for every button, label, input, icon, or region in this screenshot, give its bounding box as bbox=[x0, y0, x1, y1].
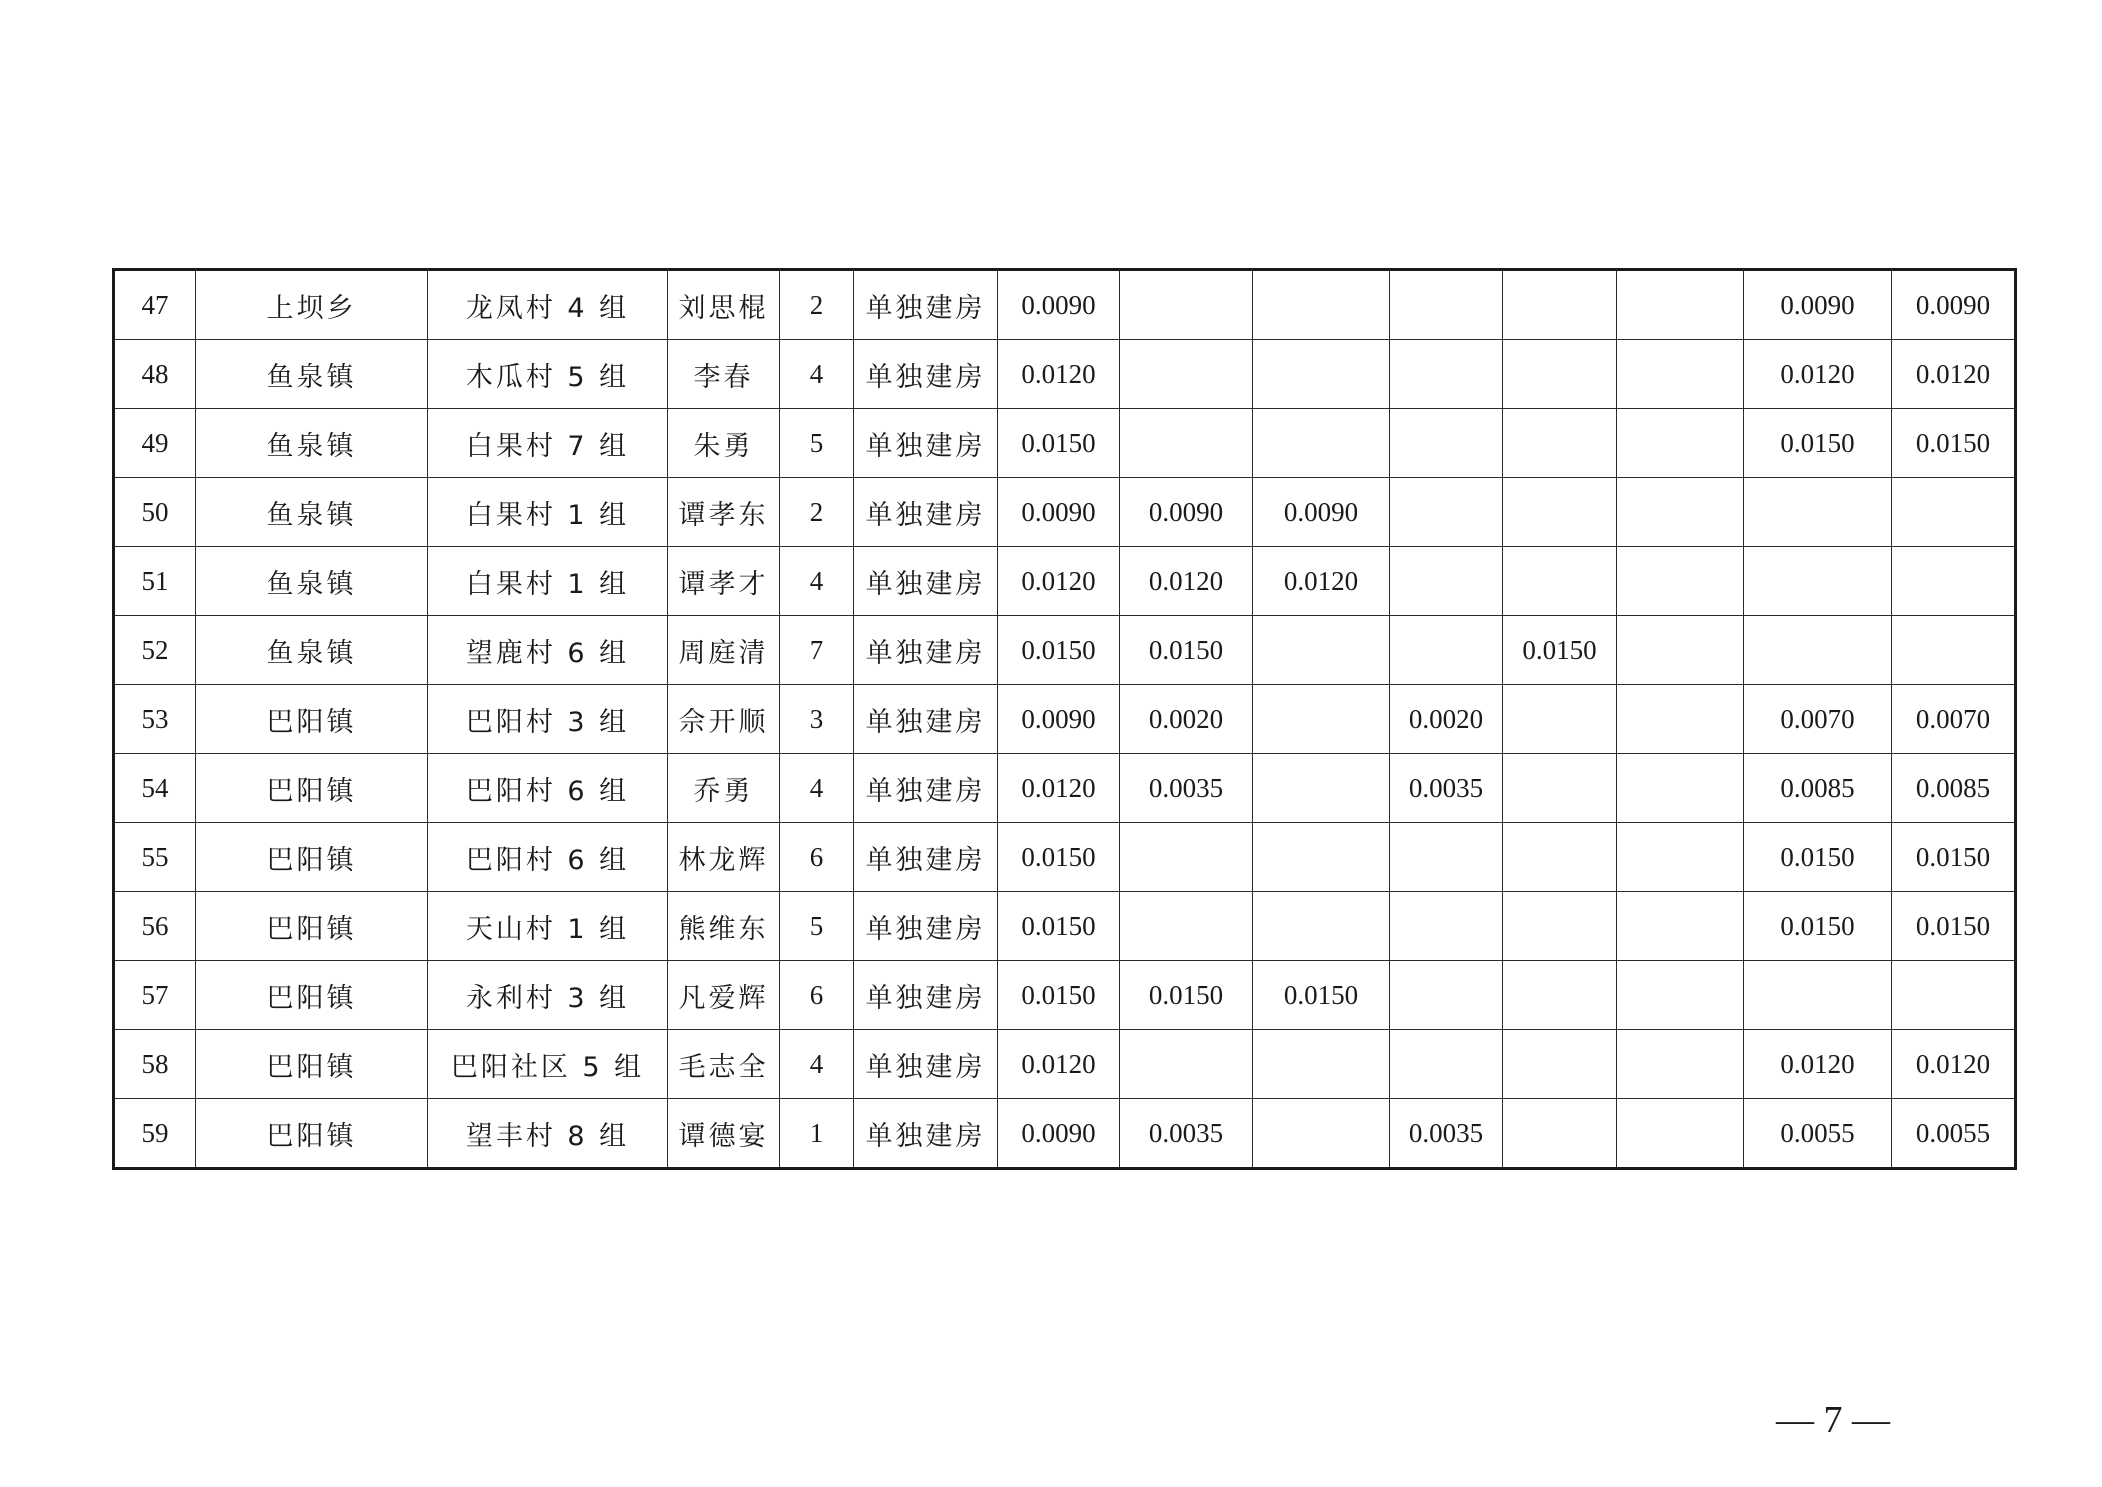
cell-value-5 bbox=[1503, 478, 1617, 547]
cell-village: 巴阳村 3 组 bbox=[428, 685, 668, 754]
cell-type: 单独建房 bbox=[854, 270, 998, 340]
table-row bbox=[114, 1030, 2016, 1099]
cell-value-1: 0.0090 bbox=[998, 685, 1120, 754]
cell-value-2: 0.0035 bbox=[1120, 1099, 1253, 1169]
cell-town: 鱼泉镇 bbox=[196, 340, 428, 409]
cell-value-7 bbox=[1744, 478, 1892, 547]
cell-type: 单独建房 bbox=[854, 409, 998, 478]
cell-value-3: 0.0120 bbox=[1253, 547, 1390, 616]
cell-no: 48 bbox=[114, 340, 196, 409]
cell-value-8: 0.0070 bbox=[1892, 685, 2016, 754]
cell-name: 熊维东 bbox=[668, 892, 780, 961]
table-row bbox=[114, 340, 2016, 409]
cell-value-4 bbox=[1390, 823, 1503, 892]
cell-value-6 bbox=[1617, 478, 1744, 547]
cell-value-1: 0.0150 bbox=[998, 961, 1120, 1030]
cell-value-6 bbox=[1617, 892, 1744, 961]
cell-town: 巴阳镇 bbox=[196, 961, 428, 1030]
cell-value-5 bbox=[1503, 892, 1617, 961]
cell-value-4: 0.0035 bbox=[1390, 754, 1503, 823]
cell-value-2: 0.0090 bbox=[1120, 478, 1253, 547]
cell-no: 58 bbox=[114, 1030, 196, 1099]
cell-no: 54 bbox=[114, 754, 196, 823]
cell-value-3 bbox=[1253, 1099, 1390, 1169]
table-row bbox=[114, 270, 2016, 340]
cell-value-1: 0.0090 bbox=[998, 478, 1120, 547]
cell-value-2 bbox=[1120, 1030, 1253, 1099]
cell-value-8: 0.0150 bbox=[1892, 892, 2016, 961]
table-body bbox=[114, 270, 2016, 1169]
cell-name: 谭孝才 bbox=[668, 547, 780, 616]
cell-value-1: 0.0120 bbox=[998, 1030, 1120, 1099]
cell-value-7 bbox=[1744, 547, 1892, 616]
cell-value-4 bbox=[1390, 892, 1503, 961]
table-row bbox=[114, 616, 2016, 685]
cell-no: 53 bbox=[114, 685, 196, 754]
cell-value-5: 0.0150 bbox=[1503, 616, 1617, 685]
cell-value-8: 0.0150 bbox=[1892, 409, 2016, 478]
cell-name: 谭德宴 bbox=[668, 1099, 780, 1169]
cell-value-5 bbox=[1503, 409, 1617, 478]
cell-people: 4 bbox=[780, 754, 854, 823]
cell-value-6 bbox=[1617, 340, 1744, 409]
cell-name: 毛志全 bbox=[668, 1030, 780, 1099]
cell-type: 单独建房 bbox=[854, 1030, 998, 1099]
table-row bbox=[114, 961, 2016, 1030]
cell-town: 巴阳镇 bbox=[196, 754, 428, 823]
cell-no: 59 bbox=[114, 1099, 196, 1169]
cell-value-3 bbox=[1253, 892, 1390, 961]
cell-value-2: 0.0150 bbox=[1120, 616, 1253, 685]
cell-village: 白果村 7 组 bbox=[428, 409, 668, 478]
cell-value-5 bbox=[1503, 685, 1617, 754]
cell-village: 望丰村 8 组 bbox=[428, 1099, 668, 1169]
cell-value-1: 0.0150 bbox=[998, 892, 1120, 961]
cell-value-3: 0.0150 bbox=[1253, 961, 1390, 1030]
cell-town: 鱼泉镇 bbox=[196, 409, 428, 478]
cell-value-5 bbox=[1503, 1099, 1617, 1169]
cell-name: 凡爱辉 bbox=[668, 961, 780, 1030]
cell-name: 佘开顺 bbox=[668, 685, 780, 754]
table-row bbox=[114, 754, 2016, 823]
cell-no: 50 bbox=[114, 478, 196, 547]
cell-town: 上坝乡 bbox=[196, 270, 428, 340]
cell-value-7 bbox=[1744, 616, 1892, 685]
cell-people: 2 bbox=[780, 478, 854, 547]
cell-value-6 bbox=[1617, 961, 1744, 1030]
data-table bbox=[112, 268, 2017, 1170]
cell-value-7: 0.0120 bbox=[1744, 340, 1892, 409]
cell-town: 鱼泉镇 bbox=[196, 616, 428, 685]
cell-value-3 bbox=[1253, 409, 1390, 478]
cell-value-4 bbox=[1390, 961, 1503, 1030]
cell-village: 巴阳社区 5 组 bbox=[428, 1030, 668, 1099]
cell-type: 单独建房 bbox=[854, 754, 998, 823]
table-row bbox=[114, 1099, 2016, 1169]
cell-name: 林龙辉 bbox=[668, 823, 780, 892]
cell-village: 白果村 1 组 bbox=[428, 547, 668, 616]
cell-value-5 bbox=[1503, 1030, 1617, 1099]
cell-people: 6 bbox=[780, 961, 854, 1030]
cell-value-8 bbox=[1892, 616, 2016, 685]
cell-value-4 bbox=[1390, 547, 1503, 616]
cell-value-6 bbox=[1617, 754, 1744, 823]
cell-village: 巴阳村 6 组 bbox=[428, 823, 668, 892]
cell-value-8: 0.0120 bbox=[1892, 340, 2016, 409]
cell-no: 55 bbox=[114, 823, 196, 892]
table-row bbox=[114, 478, 2016, 547]
cell-value-3 bbox=[1253, 823, 1390, 892]
cell-people: 5 bbox=[780, 409, 854, 478]
cell-people: 2 bbox=[780, 270, 854, 340]
cell-value-5 bbox=[1503, 270, 1617, 340]
cell-no: 52 bbox=[114, 616, 196, 685]
cell-village: 天山村 1 组 bbox=[428, 892, 668, 961]
cell-value-7: 0.0120 bbox=[1744, 1030, 1892, 1099]
cell-value-6 bbox=[1617, 1030, 1744, 1099]
cell-value-1: 0.0150 bbox=[998, 823, 1120, 892]
cell-town: 巴阳镇 bbox=[196, 1099, 428, 1169]
cell-name: 周庭清 bbox=[668, 616, 780, 685]
cell-no: 51 bbox=[114, 547, 196, 616]
cell-people: 1 bbox=[780, 1099, 854, 1169]
cell-value-4 bbox=[1390, 270, 1503, 340]
cell-value-2 bbox=[1120, 340, 1253, 409]
cell-value-4 bbox=[1390, 409, 1503, 478]
cell-name: 朱勇 bbox=[668, 409, 780, 478]
cell-value-7: 0.0070 bbox=[1744, 685, 1892, 754]
table-row bbox=[114, 409, 2016, 478]
cell-type: 单独建房 bbox=[854, 340, 998, 409]
table-row bbox=[114, 823, 2016, 892]
cell-value-8: 0.0085 bbox=[1892, 754, 2016, 823]
cell-value-6 bbox=[1617, 1099, 1744, 1169]
cell-value-7: 0.0150 bbox=[1744, 409, 1892, 478]
cell-type: 单独建房 bbox=[854, 823, 998, 892]
cell-no: 49 bbox=[114, 409, 196, 478]
cell-value-2: 0.0120 bbox=[1120, 547, 1253, 616]
cell-value-1: 0.0120 bbox=[998, 340, 1120, 409]
cell-value-3 bbox=[1253, 685, 1390, 754]
cell-value-1: 0.0150 bbox=[998, 409, 1120, 478]
cell-people: 6 bbox=[780, 823, 854, 892]
cell-value-6 bbox=[1617, 547, 1744, 616]
cell-people: 3 bbox=[780, 685, 854, 754]
cell-value-8 bbox=[1892, 478, 2016, 547]
cell-value-5 bbox=[1503, 961, 1617, 1030]
cell-value-6 bbox=[1617, 823, 1744, 892]
cell-no: 47 bbox=[114, 270, 196, 340]
cell-value-8: 0.0120 bbox=[1892, 1030, 2016, 1099]
cell-value-5 bbox=[1503, 823, 1617, 892]
cell-name: 乔勇 bbox=[668, 754, 780, 823]
cell-type: 单独建房 bbox=[854, 616, 998, 685]
cell-village: 望鹿村 6 组 bbox=[428, 616, 668, 685]
cell-value-6 bbox=[1617, 685, 1744, 754]
cell-village: 巴阳村 6 组 bbox=[428, 754, 668, 823]
cell-type: 单独建房 bbox=[854, 892, 998, 961]
page-number: — 7 — bbox=[1776, 1399, 1890, 1441]
cell-no: 56 bbox=[114, 892, 196, 961]
cell-town: 巴阳镇 bbox=[196, 823, 428, 892]
cell-people: 4 bbox=[780, 340, 854, 409]
cell-value-4: 0.0035 bbox=[1390, 1099, 1503, 1169]
cell-value-1: 0.0150 bbox=[998, 616, 1120, 685]
cell-type: 单独建房 bbox=[854, 478, 998, 547]
cell-type: 单独建房 bbox=[854, 685, 998, 754]
cell-value-8: 0.0150 bbox=[1892, 823, 2016, 892]
cell-town: 巴阳镇 bbox=[196, 685, 428, 754]
cell-type: 单独建房 bbox=[854, 961, 998, 1030]
cell-value-4: 0.0020 bbox=[1390, 685, 1503, 754]
cell-value-1: 0.0090 bbox=[998, 270, 1120, 340]
cell-value-1: 0.0120 bbox=[998, 547, 1120, 616]
table-row bbox=[114, 892, 2016, 961]
cell-value-5 bbox=[1503, 340, 1617, 409]
cell-value-7 bbox=[1744, 961, 1892, 1030]
cell-value-8 bbox=[1892, 547, 2016, 616]
cell-town: 鱼泉镇 bbox=[196, 478, 428, 547]
cell-value-6 bbox=[1617, 616, 1744, 685]
cell-people: 5 bbox=[780, 892, 854, 961]
cell-value-2: 0.0020 bbox=[1120, 685, 1253, 754]
cell-town: 巴阳镇 bbox=[196, 892, 428, 961]
cell-value-2 bbox=[1120, 270, 1253, 340]
cell-value-3 bbox=[1253, 1030, 1390, 1099]
cell-town: 鱼泉镇 bbox=[196, 547, 428, 616]
cell-name: 刘思棍 bbox=[668, 270, 780, 340]
cell-value-2: 0.0150 bbox=[1120, 961, 1253, 1030]
cell-value-7: 0.0150 bbox=[1744, 892, 1892, 961]
cell-value-7: 0.0085 bbox=[1744, 754, 1892, 823]
cell-value-3 bbox=[1253, 616, 1390, 685]
cell-value-8: 0.0055 bbox=[1892, 1099, 2016, 1169]
cell-value-4 bbox=[1390, 616, 1503, 685]
cell-value-1: 0.0090 bbox=[998, 1099, 1120, 1169]
cell-value-3 bbox=[1253, 754, 1390, 823]
cell-type: 单独建房 bbox=[854, 547, 998, 616]
cell-type: 单独建房 bbox=[854, 1099, 998, 1169]
cell-people: 7 bbox=[780, 616, 854, 685]
cell-value-2 bbox=[1120, 892, 1253, 961]
cell-value-2 bbox=[1120, 823, 1253, 892]
cell-value-7: 0.0055 bbox=[1744, 1099, 1892, 1169]
cell-value-3 bbox=[1253, 270, 1390, 340]
cell-value-6 bbox=[1617, 270, 1744, 340]
cell-name: 李春 bbox=[668, 340, 780, 409]
table-row bbox=[114, 685, 2016, 754]
cell-value-2: 0.0035 bbox=[1120, 754, 1253, 823]
cell-no: 57 bbox=[114, 961, 196, 1030]
cell-village: 龙凤村 4 组 bbox=[428, 270, 668, 340]
cell-value-7: 0.0150 bbox=[1744, 823, 1892, 892]
cell-value-1: 0.0120 bbox=[998, 754, 1120, 823]
cell-town: 巴阳镇 bbox=[196, 1030, 428, 1099]
cell-people: 4 bbox=[780, 1030, 854, 1099]
cell-value-3 bbox=[1253, 340, 1390, 409]
cell-value-2 bbox=[1120, 409, 1253, 478]
cell-village: 永利村 3 组 bbox=[428, 961, 668, 1030]
cell-value-4 bbox=[1390, 340, 1503, 409]
cell-value-6 bbox=[1617, 409, 1744, 478]
cell-value-8: 0.0090 bbox=[1892, 270, 2016, 340]
cell-value-5 bbox=[1503, 547, 1617, 616]
cell-village: 木瓜村 5 组 bbox=[428, 340, 668, 409]
cell-name: 谭孝东 bbox=[668, 478, 780, 547]
cell-village: 白果村 1 组 bbox=[428, 478, 668, 547]
table-row bbox=[114, 547, 2016, 616]
cell-value-3: 0.0090 bbox=[1253, 478, 1390, 547]
cell-value-8 bbox=[1892, 961, 2016, 1030]
cell-value-5 bbox=[1503, 754, 1617, 823]
cell-people: 4 bbox=[780, 547, 854, 616]
cell-value-4 bbox=[1390, 1030, 1503, 1099]
cell-value-4 bbox=[1390, 478, 1503, 547]
cell-value-7: 0.0090 bbox=[1744, 270, 1892, 340]
